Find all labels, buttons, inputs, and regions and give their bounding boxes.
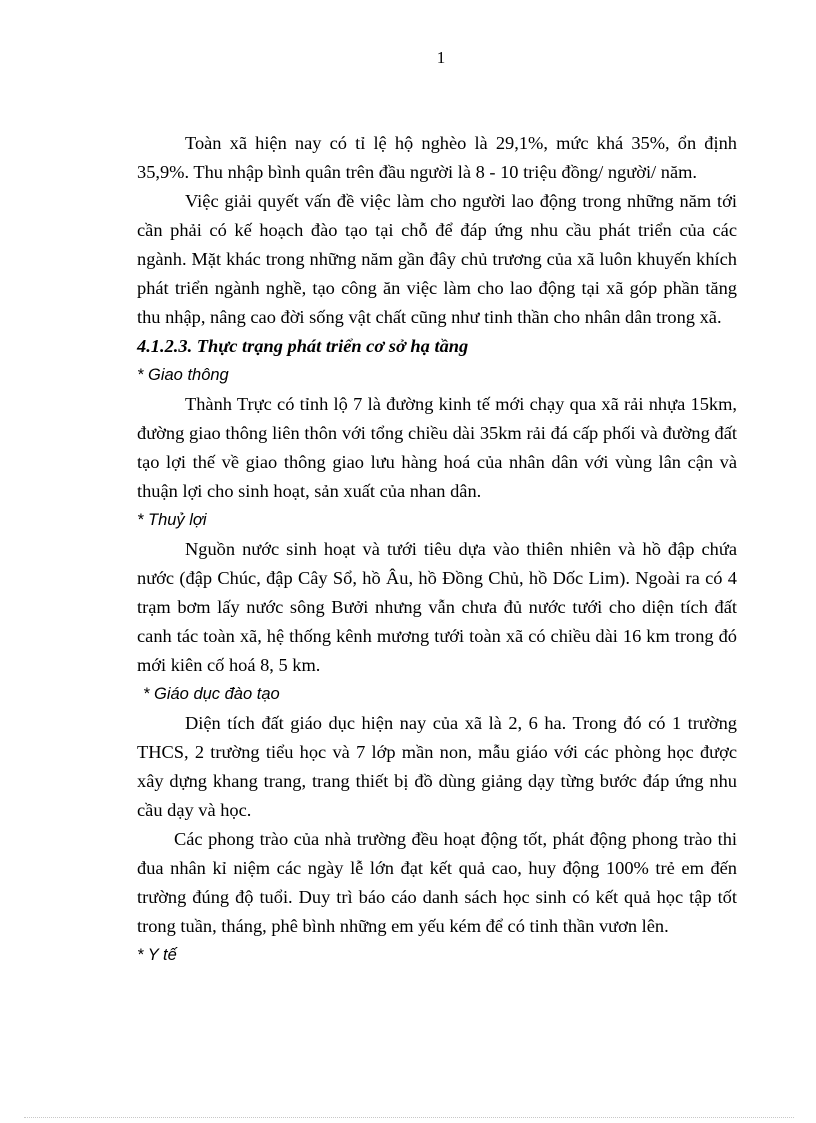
subsection-title-transport: * Giao thông <box>137 366 229 384</box>
page-bottom-border <box>24 1117 794 1118</box>
paragraph-education-activities: Các phong trào của nhà trường đều hoạt động tốt, phát động phong trào thi đua nhân kỉ niệm các ngày lễ lớn đạt kết quả cao, huy động 100% trẻ em đến trường đúng độ tuổi. Duy trì báo cáo danh sách học sinh có kết quả học tập tốt trong tuần, tháng, phê bình những em yếu kém để có tinh thần vươn lên. <box>137 829 737 936</box>
paragraph-education-land: Diện tích đất giáo dục hiện nay của xã là 2, 6 ha. Trong đó có 1 trường THCS, 2 trường tiểu học và 7 lớp mần non, mẫu giáo với các phòng học được xây dựng khang trang, trang thiết bị đồ dùng giảng dạy từng bước đáp ứng nhu cầu dạy và học. <box>137 713 737 820</box>
subsection-title-irrigation: * Thuỷ lợi <box>137 511 207 529</box>
section-heading: 4.1.2.3. Thực trạng phát triển cơ sở hạ tầng <box>137 336 469 356</box>
subsection-title-education: * Giáo dục đào tạo <box>143 685 280 703</box>
page-number: 1 <box>436 48 446 67</box>
subsection-title-health: * Y tế <box>137 946 177 964</box>
paragraph-irrigation: Nguồn nước sinh hoạt và tưới tiêu dựa vào thiên nhiên và hồ đập chứa nước (đập Chúc, đập Cây Sổ, hồ Âu, hồ Đồng Chủ, hồ Dốc Lim). Ngoài ra có 4 trạm bơm lấy nước sông Bưởi nhưng vẫn chưa đủ nước tưới cho diện tích đất canh tác toàn xã, hệ thống kênh mương tưới toàn xã có chiều dài 16 km trong đó mới kiên cố hoá 8, 5 km. <box>137 539 737 675</box>
paragraph-poverty-rate: Toàn xã hiện nay có tỉ lệ hộ nghèo là 29,1%, mức khá 35%, ổn định 35,9%. Thu nhập bình quân trên đầu người là 8 - 10 triệu đồng/ người/ năm. <box>137 133 737 182</box>
paragraph-transport: Thành Trực có tỉnh lộ 7 là đường kinh tế mới chạy qua xã rải nhựa 15km, đường giao thông liên thôn với tổng chiều dài 35km rải đá cấp phối và đường đất tạo lợi thế về giao thông giao lưu hàng hoá của nhân dân với vùng lân cận và thuận lợi cho sinh hoạt, sản xuất của nhan dân. <box>137 394 737 501</box>
document-body <box>137 129 737 970</box>
paragraph-employment: Việc giải quyết vấn đề việc làm cho người lao động trong những năm tới cần phải có kế hoạch đào tạo tại chỗ để đáp ứng nhu cầu phát triển của các ngành. Mặt khác trong những năm gần đây chủ trương của xã luôn khuyến khích phát triển ngành nghề, tạo công ăn việc làm cho lao động tại xã góp phần tăng thu nhập, nâng cao đời sống vật chất cũng như tinh thần cho nhân dân trong xã. <box>137 191 737 327</box>
